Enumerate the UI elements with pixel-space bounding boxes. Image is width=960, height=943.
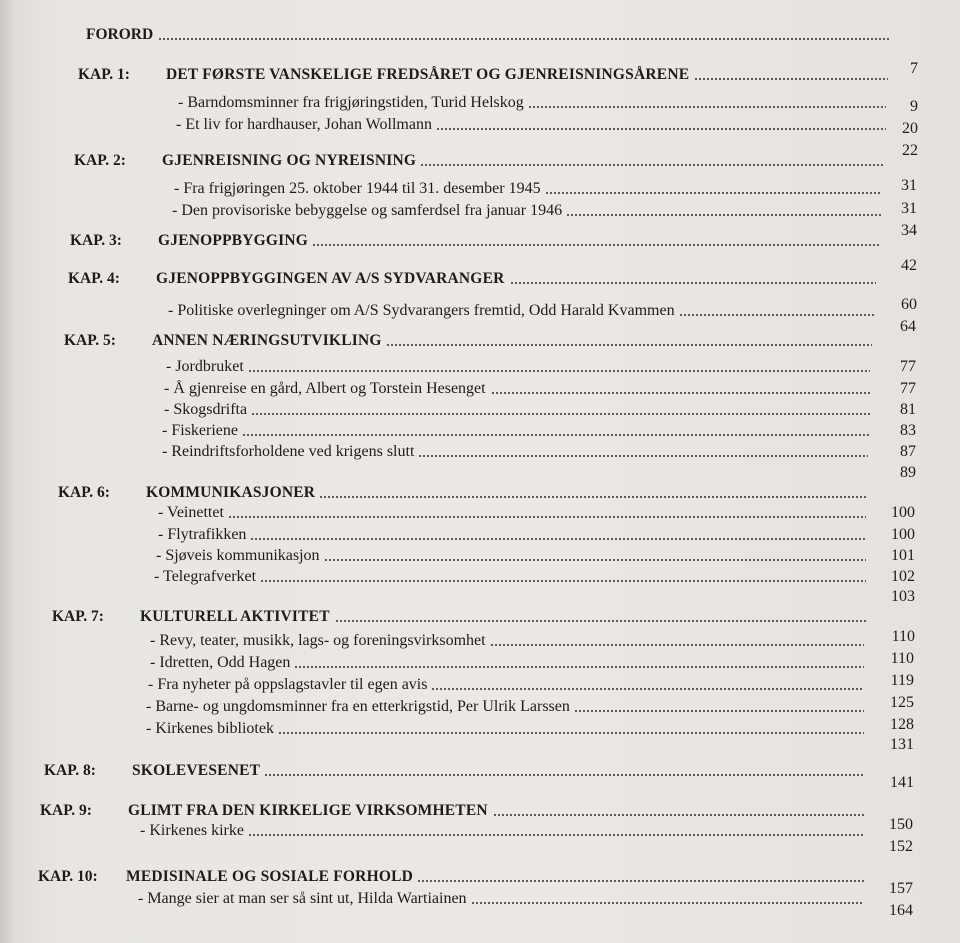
leader-dots: [228, 516, 866, 518]
entry-title: - Å gjenreise en gård, Albert og Torstein Hesenget: [164, 380, 486, 397]
page-number: 42: [901, 257, 917, 274]
page-number: 22: [902, 142, 918, 159]
entry-title: - Barne- og ungdomsminner fra en etterkrigstid, Per Ulrik Larssen: [146, 698, 570, 715]
page-number: 164: [889, 902, 913, 919]
page-number: 77: [900, 380, 916, 397]
page-number: 110: [891, 628, 915, 645]
page-number: 34: [901, 222, 917, 239]
chapter-label: KAP. 7:: [52, 608, 104, 625]
leader-dots: [431, 688, 864, 690]
chapter-label: KAP. 6:: [58, 484, 110, 501]
leader-dots: [545, 192, 882, 194]
chapter-label: KAP. 4:: [68, 270, 120, 287]
leader-dots: [491, 392, 870, 394]
leader-dots: [566, 214, 882, 216]
page-number: 125: [890, 694, 914, 711]
leader-dots: [679, 314, 876, 316]
chapter-title: GLIMT FRA DEN KIRKELIGE VIRKSOMHETEN: [128, 802, 488, 819]
entry-title: - Flytrafikken: [158, 526, 247, 543]
leader-dots: [251, 413, 870, 415]
leader-dots: [510, 282, 876, 284]
leader-dots: [471, 902, 864, 904]
entry-title: - Skogsdrifta: [164, 401, 248, 418]
page-number: 77: [900, 358, 916, 375]
leader-dots: [248, 834, 864, 836]
leader-dots: [158, 38, 890, 40]
page-number: 89: [900, 464, 916, 481]
entry-title: - Kirkenes bibliotek: [146, 720, 274, 737]
page-number: 141: [890, 774, 914, 791]
chapter-title: SKOLEVESENET: [132, 762, 261, 779]
page-number: 110: [890, 650, 914, 667]
leader-dots: [294, 666, 864, 668]
page-number: 119: [890, 672, 914, 689]
page-number: 157: [889, 880, 913, 897]
page-number: 87: [900, 443, 916, 460]
leader-dots: [694, 78, 888, 80]
entry-title: - Idretten, Odd Hagen: [150, 654, 291, 671]
page-binding-shadow: [0, 0, 14, 943]
page-number: 60: [901, 296, 917, 313]
chapter-title: ANNEN NÆRINGSUTVIKLING: [152, 332, 382, 349]
page-number: 7: [910, 60, 918, 77]
page-number: 81: [900, 401, 916, 418]
chapter-label: KAP. 9:: [40, 802, 92, 819]
leader-dots: [528, 106, 886, 108]
page-number: 100: [891, 504, 915, 521]
page-number: 9: [910, 98, 918, 115]
chapter-title: FORORD: [86, 26, 154, 43]
chapter-label: KAP. 5:: [64, 332, 116, 349]
page-number: 20: [902, 120, 918, 137]
leader-dots: [417, 880, 864, 882]
page-number: 128: [890, 716, 914, 733]
leader-dots: [493, 814, 864, 816]
chapter-title: DET FØRSTE VANSKELIGE FREDSÅRET OG GJENREISNINGSÅRENE: [166, 66, 690, 83]
entry-title: - Reindriftsforholdene ved krigens slutt: [162, 443, 415, 460]
entry-title: - Mange sier at man ser så sint ut, Hilda Wartiainen: [138, 890, 467, 907]
chapter-title: GJENOPPBYGGING: [158, 232, 309, 249]
leader-dots: [312, 244, 880, 246]
entry-title: - Revy, teater, musikk, lags- og foreningsvirksomhet: [150, 632, 486, 649]
chapter-label: KAP. 10:: [38, 868, 98, 885]
page-number: 102: [891, 568, 915, 585]
entry-title: - Fra frigjøringen 25. oktober 1944 til 31. desember 1945: [174, 180, 541, 197]
chapter-label: KAP. 1:: [78, 66, 130, 83]
leader-dots: [420, 164, 884, 166]
chapter-label: KAP. 3:: [70, 232, 122, 249]
chapter-label: KAP. 8:: [44, 762, 96, 779]
page-number: 83: [900, 422, 916, 439]
entry-title: - Et liv for hardhauser, Johan Wollmann: [176, 116, 432, 133]
chapter-title: KULTURELL AKTIVITET: [140, 608, 330, 625]
leader-dots: [324, 559, 866, 561]
entry-title: - Fiskeriene: [162, 422, 238, 439]
page-number: 31: [901, 177, 917, 194]
page-number: 103: [891, 588, 915, 605]
page-number: 64: [900, 318, 916, 335]
leader-dots: [574, 710, 864, 712]
page-number: 131: [890, 736, 914, 753]
chapter-label: KAP. 2:: [74, 152, 126, 169]
entry-title: - Sjøveis kommunikasjon: [156, 547, 320, 564]
entry-title: - Fra nyheter på oppslagstavler til egen avis: [148, 676, 428, 693]
entry-title: - Politiske overlegninger om A/S Sydvarangers fremtid, Odd Harald Kvammen: [168, 302, 675, 319]
chapter-title: MEDISINALE OG SOSIALE FORHOLD: [126, 868, 414, 885]
page-number: 152: [889, 838, 913, 855]
page-number: 31: [901, 200, 917, 217]
leader-dots: [242, 434, 870, 436]
leader-dots: [278, 732, 864, 734]
leader-dots: [248, 370, 870, 372]
entry-title: - Barndomsminner fra frigjøringstiden, Turid Helskog: [178, 94, 524, 111]
page-number: 150: [889, 816, 913, 833]
entry-title: - Veinettet: [158, 504, 224, 521]
page-number: 101: [891, 547, 915, 564]
leader-dots: [319, 496, 868, 498]
leader-dots: [386, 344, 872, 346]
page-number: 100: [891, 526, 915, 543]
entry-title: - Den provisoriske bebyggelse og samferdsel fra januar 1946: [172, 202, 563, 219]
leader-dots: [418, 455, 868, 457]
leader-dots: [490, 644, 864, 646]
chapter-title: KOMMUNIKASJONER: [146, 484, 316, 501]
entry-title: - Kirkenes kirke: [140, 822, 244, 839]
leader-dots: [250, 538, 866, 540]
leader-dots: [260, 580, 866, 582]
chapter-title: GJENREISNING OG NYREISNING: [162, 152, 417, 169]
entry-title: - Telegrafverket: [154, 568, 257, 585]
entry-title: - Jordbruket: [166, 358, 244, 375]
leader-dots: [436, 128, 886, 130]
leader-dots: [335, 620, 866, 622]
chapter-title: GJENOPPBYGGINGEN AV A/S SYDVARANGER: [156, 270, 505, 287]
leader-dots: [264, 774, 864, 776]
